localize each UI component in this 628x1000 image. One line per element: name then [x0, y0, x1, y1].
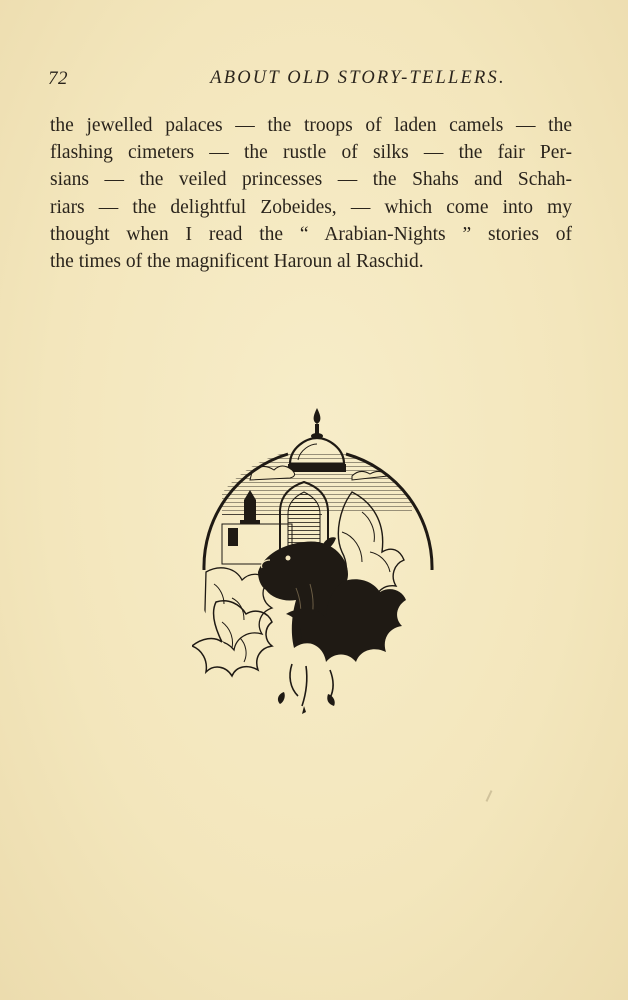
page-number: 72: [48, 68, 68, 89]
text-line: thought when I read the “ Arabian-Nights ” stories of: [50, 223, 572, 245]
text-line: the jewelled palaces — the troops of laden camels — the: [50, 115, 572, 136]
text-line: flashing cimeters — the rustle of silks — the fair Per-: [50, 142, 572, 164]
text-line: riars — the delightful Zobeides, — which come into my: [50, 196, 572, 218]
running-head: [48, 68, 588, 94]
body-paragraph: [50, 112, 572, 275]
text-line: the times of the magnificent Haroun al Raschid.: [50, 250, 424, 272]
paper-blemish: [486, 790, 493, 802]
text-line: sians — the veiled princesses — the Shahs and Schah-: [50, 169, 572, 191]
running-title: ABOUT OLD STORY-TELLERS.: [210, 68, 506, 88]
camel-vignette-icon: [192, 402, 438, 714]
